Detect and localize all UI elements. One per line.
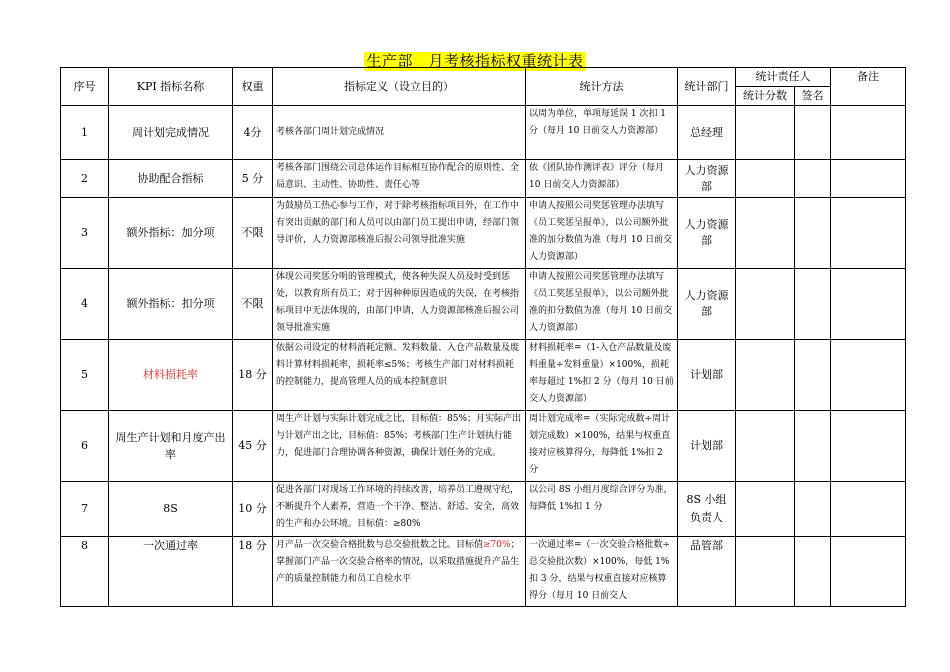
table-row bbox=[61, 198, 906, 269]
row-score bbox=[736, 537, 795, 607]
row-dept: 总经理 bbox=[678, 106, 736, 160]
kpi-table bbox=[60, 67, 906, 607]
row-weight: 18 分 bbox=[233, 537, 273, 607]
header-remark: 备注 bbox=[831, 68, 906, 106]
row-sign bbox=[795, 198, 831, 269]
row-dept: 人力资源部 bbox=[678, 198, 736, 269]
row-definition: 考核各部门围绕公司总体运作目标相互协作配合的原则性、全局意识、主动性、协助性、责任心等 bbox=[273, 160, 526, 198]
row-weight: 10 分 bbox=[233, 482, 273, 537]
row-dept: 计划部 bbox=[678, 340, 736, 411]
row-kpi-name: 材料损耗率 bbox=[109, 340, 233, 411]
table-row bbox=[61, 106, 906, 160]
row-remark bbox=[831, 482, 906, 537]
row-dept: 人力资源部 bbox=[678, 269, 736, 340]
row-score bbox=[736, 106, 795, 160]
row-sign bbox=[795, 411, 831, 482]
row-sign bbox=[795, 160, 831, 198]
table-row bbox=[61, 269, 906, 340]
definition-part-b: ；掌握部门产品一次交验合格率的情况，以采取措施提升产品生产的质量控制能力和员工自检水平 bbox=[276, 540, 520, 584]
row-seq: 5 bbox=[61, 340, 109, 411]
row-kpi-name: 周计划完成情况 bbox=[109, 106, 233, 160]
row-seq: 4 bbox=[61, 269, 109, 340]
table-row bbox=[61, 482, 906, 537]
row-definition: 考核各部门周计划完成情况 bbox=[273, 106, 526, 160]
row-sign bbox=[795, 482, 831, 537]
row-weight: 5 分 bbox=[233, 160, 273, 198]
header-seq: 序号 bbox=[61, 68, 109, 106]
row-definition: 体现公司奖惩分明的管理模式，使各种失误人员及时受到惩处，以教育所有员工；对于因种种原因造成的失误，在考核指标项目中无法体现的，由部门申请，人力资源部核准后报公司领导批准实施 bbox=[273, 269, 526, 340]
header-kpi: KPI 指标名称 bbox=[109, 68, 233, 106]
row-definition: 周生产计划与实际计划完成之比，目标值：85%；月实际产出与计划产出之比，目标值：85%；考核部门生产计划执行能力，促进部门合理协调各种资源，确保计划任务的完成。 bbox=[273, 411, 526, 482]
row-kpi-name: 一次通过率 bbox=[109, 537, 233, 607]
row-sign bbox=[795, 537, 831, 607]
row-dept: 人力资源部 bbox=[678, 160, 736, 198]
row-seq: 1 bbox=[61, 106, 109, 160]
row-method: 申请人按照公司奖惩管理办法填写《员工奖惩呈报单》，以公司额外批准的扣分数值为准（每月 10 日前交人力资源部） bbox=[526, 269, 678, 340]
row-score bbox=[736, 482, 795, 537]
row-kpi-name: 额外指标：加分项 bbox=[109, 198, 233, 269]
row-kpi-name: 协助配合指标 bbox=[109, 160, 233, 198]
header-score: 统计分数 bbox=[736, 87, 795, 106]
row-seq: 6 bbox=[61, 411, 109, 482]
table-row bbox=[61, 340, 906, 411]
row-sign bbox=[795, 269, 831, 340]
row-remark bbox=[831, 340, 906, 411]
row-score bbox=[736, 340, 795, 411]
header-responsible: 统计责任人 bbox=[736, 68, 831, 87]
row-definition: 依据公司设定的材料消耗定额、发料数量、入仓产品数量及废料计算材料损耗率，损耗率≤5%；考核生产部门对材料损耗的控制能力，提高管理人员的成本控制意识 bbox=[273, 340, 526, 411]
row-score bbox=[736, 160, 795, 198]
header-row-1 bbox=[61, 68, 906, 87]
row-weight: 18 分 bbox=[233, 340, 273, 411]
row-method: 一次通过率=（一次交验合格批数÷总交验批次数）×100%，每低 1%扣 3 分，结果与权重直接对应核算得分（每月 10 日前交人 bbox=[526, 537, 678, 607]
row-weight: 45 分 bbox=[233, 411, 273, 482]
row-weight: 不限 bbox=[233, 198, 273, 269]
row-method: 材料损耗率=（1-入仓产品数量及废料重量÷发料重量）×100%，损耗率每超过 1%扣 2 分（每月 10 日前交人力资源部） bbox=[526, 340, 678, 411]
row-kpi-name: 周生产计划和月度产出率 bbox=[109, 411, 233, 482]
header-weight: 权重 bbox=[233, 68, 273, 106]
table-row bbox=[61, 411, 906, 482]
row-method: 周计划完成率=（实际完成数÷周计划完成数）×100%，结果与权重直接对应核算得分，每降低 1%扣 2 分 bbox=[526, 411, 678, 482]
row-weight: 不限 bbox=[233, 269, 273, 340]
row-seq: 2 bbox=[61, 160, 109, 198]
table-row bbox=[61, 160, 906, 198]
row-definition bbox=[273, 537, 526, 607]
row-score bbox=[736, 198, 795, 269]
row-sign bbox=[795, 340, 831, 411]
row-method: 申请人按照公司奖惩管理办法填写《员工奖惩呈报单》，以公司额外批准的加分数值为准（每月 10 日前交人力资源部） bbox=[526, 198, 678, 269]
row-weight: 4分 bbox=[233, 106, 273, 160]
row-score bbox=[736, 411, 795, 482]
page-title: 生产部 月考核指标权重统计表 bbox=[366, 52, 584, 70]
row-method: 以周为单位，单项每延误 1 次扣 1 分（每月 10 日前交人力资源部） bbox=[526, 106, 678, 160]
row-dept: 8S 小组负责人 bbox=[678, 482, 736, 537]
row-remark bbox=[831, 269, 906, 340]
row-score bbox=[736, 269, 795, 340]
row-dept: 品管部 bbox=[678, 537, 736, 607]
row-method: 以公司 8S 小组月度综合评分为准，每降低 1%扣 1 分 bbox=[526, 482, 678, 537]
header-method: 统计方法 bbox=[526, 68, 678, 106]
header-sign: 签名 bbox=[795, 87, 831, 106]
row-seq: 7 bbox=[61, 482, 109, 537]
row-seq: 8 bbox=[61, 537, 109, 607]
row-kpi-name: 8S bbox=[109, 482, 233, 537]
row-kpi-name: 额外指标：扣分项 bbox=[109, 269, 233, 340]
row-remark bbox=[831, 537, 906, 607]
row-seq: 3 bbox=[61, 198, 109, 269]
header-definition: 指标定义（设立目的） bbox=[273, 68, 526, 106]
row-method: 依《团队协作测评表》评分（每月 10 日前交人力资源部） bbox=[526, 160, 678, 198]
row-definition: 为鼓励员工热心参与工作，对于除考核指标项目外，在工作中有突出贡献的部门和人员可以由部门员工提出申请，经部门领导评价，人力资源部核准后报公司领导批准实施 bbox=[273, 198, 526, 269]
definition-part-a: 月产品一次交验合格批数与总交验批数之比。目标值 bbox=[276, 540, 484, 550]
target-value-red: ≥70% bbox=[483, 540, 511, 550]
row-dept: 计划部 bbox=[678, 411, 736, 482]
row-definition: 促进各部门对现场工作环境的持续改善，培养员工遵规守纪，不断提升个人素养，营造一个干净、整洁、舒适、安全，高效的生产和办公环境。目标值：≥80% bbox=[273, 482, 526, 537]
header-dept: 统计部门 bbox=[678, 68, 736, 106]
table-row bbox=[61, 537, 906, 607]
row-remark bbox=[831, 198, 906, 269]
row-remark bbox=[831, 106, 906, 160]
row-remark bbox=[831, 160, 906, 198]
row-remark bbox=[831, 411, 906, 482]
row-sign bbox=[795, 106, 831, 160]
